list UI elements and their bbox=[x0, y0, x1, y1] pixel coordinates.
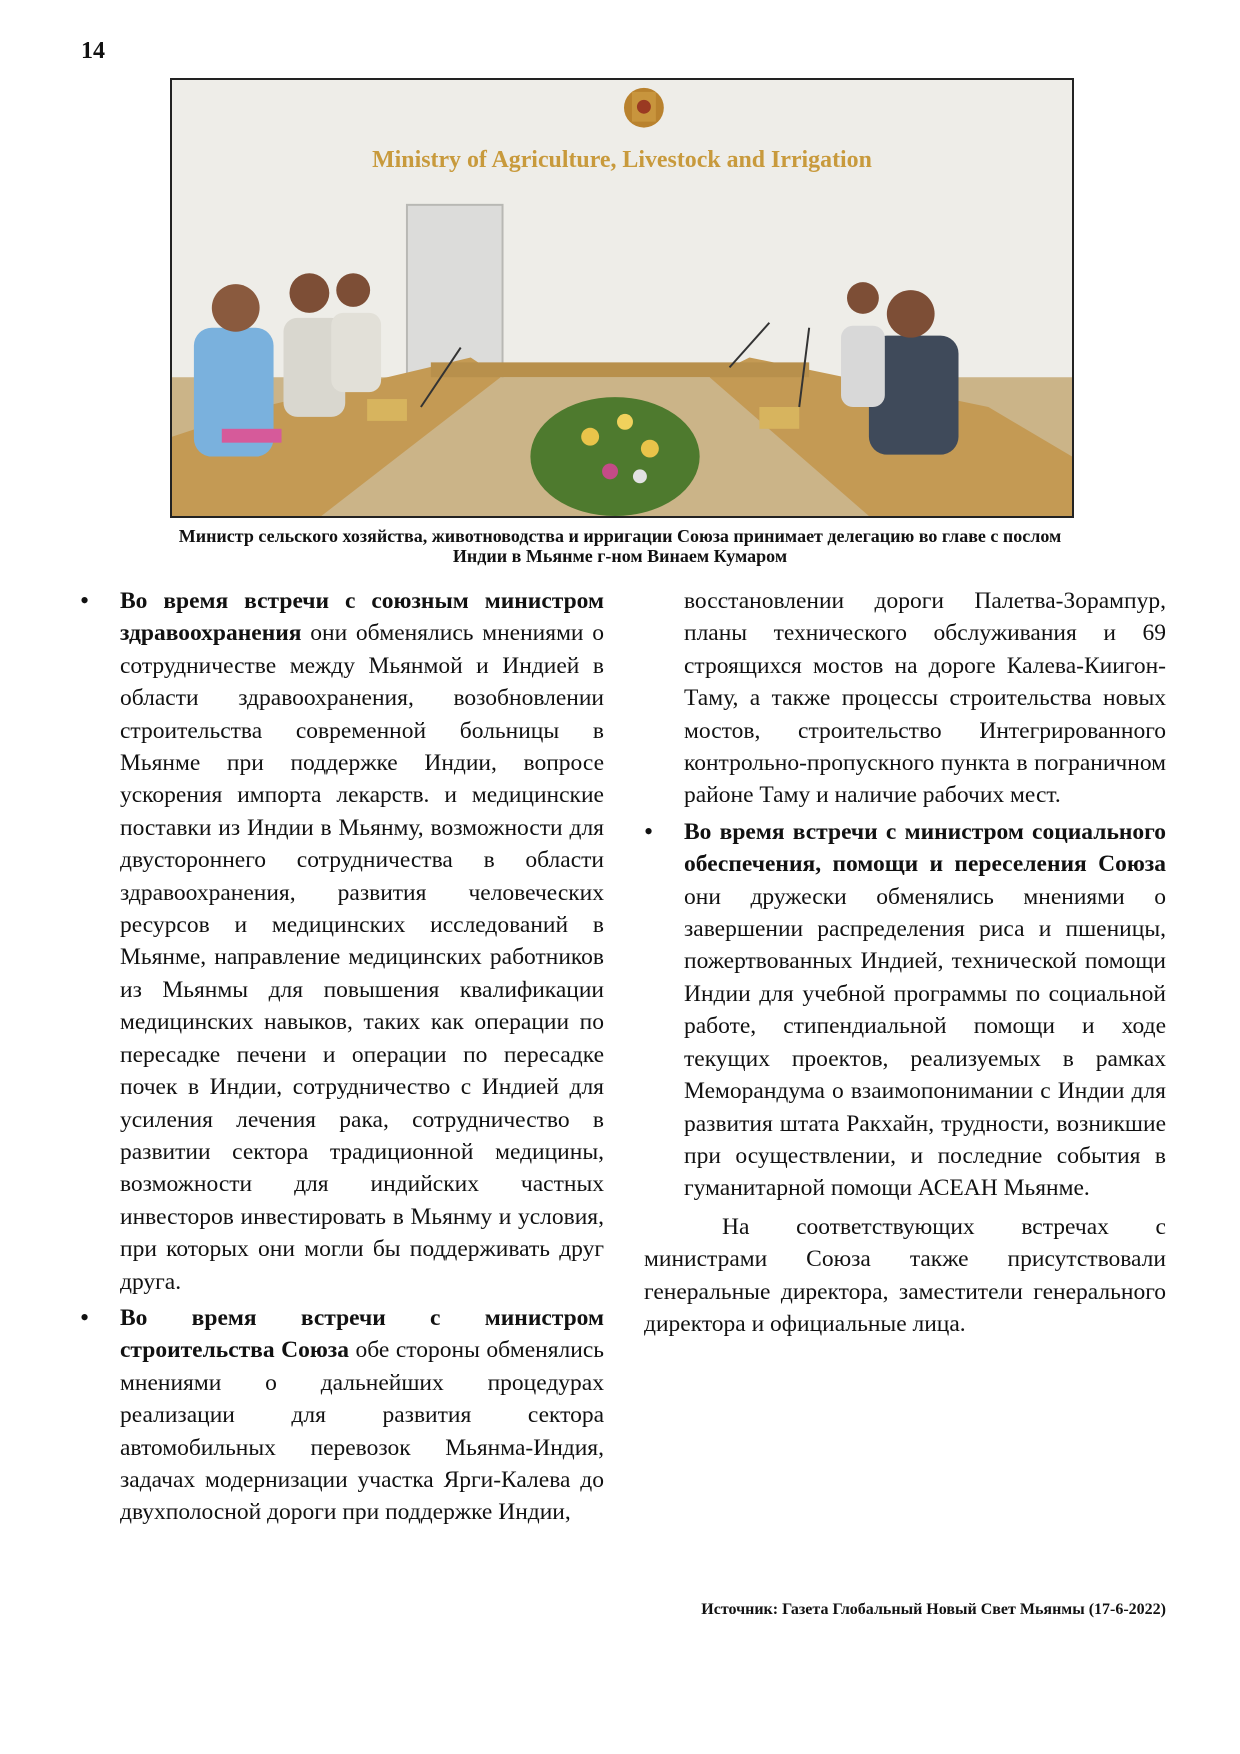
caption-line-2: Индии в Мьянме г-ном Винаем Кумаром bbox=[452, 546, 788, 566]
closing-paragraph: На соответствующих встречах с министрами Союза также присутствовали генеральные директора, заместители генерального директора и официальные лица. bbox=[644, 1213, 1166, 1337]
caption-line-1: Министр сельского хозяйства, животноводства и ирригации Союза принимает делегацию во главе с послом bbox=[178, 526, 1062, 546]
bullet-social-ministry bbox=[644, 816, 1166, 1205]
right-column bbox=[644, 585, 1166, 1340]
page-number: 14 bbox=[81, 38, 105, 64]
source-note: Источник: Газета Глобальный Новый Свет Мьянмы (17-6-2022) bbox=[701, 1601, 1166, 1618]
wall-sign: Ministry of Agriculture, Livestock and Irrigation bbox=[372, 147, 872, 174]
meeting-photo-illustration bbox=[172, 80, 1072, 516]
bullet-social-heading: Во время встречи с министром социального обеспечения, помощи и переселения Союза bbox=[684, 818, 1166, 878]
bullet-construction-heading: Во время встречи с министром строительства Союза bbox=[120, 1304, 604, 1364]
meeting-photo bbox=[170, 78, 1074, 518]
photo-caption bbox=[100, 526, 1140, 566]
bullet-construction-text: обе стороны обменялись мнениями о дальнейших процедурах реализации для развития сектора автомобильных перевозок Мьянма-Индия, задачах модернизации участка Ярги-Калева до двухполосной дороги при поддержке Индии, bbox=[120, 1337, 604, 1526]
bullet-health-text: они обменялись мнениями о сотрудничестве между Мьянмой и Индией в области здравоохранения, возобновлении строительства современной больницы в Мьянме при поддержке Индии, вопросе ускорения импорта лекарств. и медицинские поставки из Индии в Мьянму, возможности для двустороннего сотрудничества в области здравоохранения, развития человеческих ресурсов и медицинских исследований в Мьянме, направление медицинских работников из Мьянмы для повышения квалификации медицинских навыков, таких как операции по пересадке печени и операции по пересадке почек в Индии, сотрудничество с Индией для усиления лечения рака, сотрудничество в развитии сектора традиционной медицины, возможности для индийских частных инвесторов инвестировать в Мьянму и условия, при которых они могли бы поддерживать друг друга. bbox=[120, 620, 604, 1295]
bullet-social-text: они дружески обменялись мнениями о завершении распределения риса и пшеницы, пожертвованных Индией, технической помощи Индии для учебной программы по социальной работе, стипендиальной помощи и ходе текущих проектов, реализуемых в рамках Меморандума о взаимопонимании с Индии для развития штата Ракхайн, трудности, возникшие при осуществлении, и последние события в гуманитарной помощи АСЕАН Мьянме. bbox=[684, 883, 1166, 1202]
construction-continuation: восстановлении дороги Палетва-Зорампур, планы технического обслуживания и 69 строящихся мостов на дороге Калева-Киигон-Таму, а также процессы строительства новых мостов, строительство Интегрированного контрольно-пропускного пункта в пограничном районе Таму и наличие рабочих мест. bbox=[684, 588, 1166, 809]
bullet-construction-ministry bbox=[80, 1302, 604, 1529]
bullet-health-ministry bbox=[80, 585, 604, 1298]
bullet-health-heading: Во время встречи с союзным министром здравоохранения bbox=[120, 588, 604, 647]
state-emblem-icon bbox=[624, 88, 664, 128]
left-column bbox=[80, 585, 604, 1533]
